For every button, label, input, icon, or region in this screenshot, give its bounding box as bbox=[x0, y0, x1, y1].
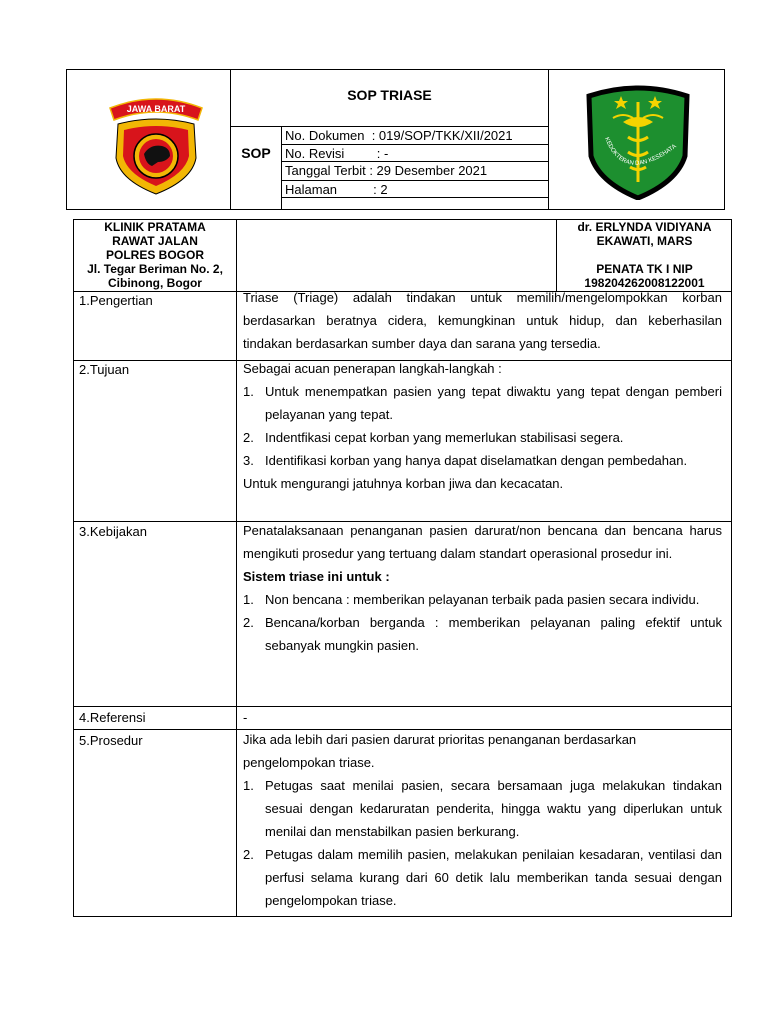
sop-label: SOP bbox=[241, 145, 271, 161]
list-item: 1. Non bencana : memberikan pelayanan terbaik pada pasien secara individu. bbox=[243, 592, 700, 607]
pengertian-text: Triase (Triage) adalah tindakan untuk memilih/mengelompokkan korban berdasarkan beratnya cidera, kemungkinan untuk hidup, dan keberhasilan tindakan berdasarkan sumber daya dan sarana yang tersedia. bbox=[243, 290, 722, 351]
section-content-tujuan bbox=[243, 357, 722, 495]
section-label-tujuan: 2.Tujuan bbox=[79, 362, 130, 377]
section-content-pengertian bbox=[243, 286, 722, 355]
institution-line: Cibinong, Bogor bbox=[108, 276, 202, 290]
section-content-prosedur bbox=[243, 728, 722, 912]
signatory-block bbox=[557, 220, 732, 290]
police-shield-logo bbox=[96, 88, 216, 198]
health-shield-logo bbox=[583, 82, 693, 200]
section-label-kebijakan: 3.Kebijakan bbox=[79, 524, 147, 539]
section-label-pengertian: 1.Pengertian bbox=[79, 293, 153, 308]
section-label-prosedur: 5.Prosedur bbox=[79, 733, 143, 748]
kebijakan-text: Penatalaksanaan penanganan pasien darurat/non bencana dan bencana harus mengikuti prosedur yang tertuang dalam standart operasional prosedur ini. bbox=[243, 523, 722, 561]
signatory-rank: PENATA TK I NIP bbox=[596, 262, 693, 276]
prosedur-intro: Jika ada lebih dari pasien darurat prioritas penanganan berdasarkan pengelompokan triase. bbox=[243, 732, 637, 770]
page-title: SOP TRIASE bbox=[347, 87, 432, 103]
list-item: 2. Indentfikasi cepat korban yang memerlukan stabilisasi segera. bbox=[243, 430, 624, 445]
institution-line: POLRES BOGOR bbox=[105, 248, 204, 262]
left-logo-text: JAWA BARAT bbox=[126, 104, 186, 114]
right-logo-text: KEDOKTERAN DAN KESEHATA bbox=[603, 136, 678, 167]
doc-date: Tanggal Terbit : 29 Desember 2021 bbox=[285, 163, 488, 178]
list-item: 1. Untuk menempatkan pasien yang tepat diwaktu yang tepat dengan pemberi pelayanan yang tepat. bbox=[243, 384, 722, 422]
referensi-text: - bbox=[243, 710, 248, 725]
doc-number: No. Dokumen : 019/SOP/TKK/XII/2021 bbox=[285, 128, 513, 143]
section-content-kebijakan bbox=[243, 519, 722, 657]
doc-revision: No. Revisi : - bbox=[285, 146, 389, 161]
police-shield-icon bbox=[96, 88, 216, 198]
signatory-name: dr. ERLYNDA VIDIYANA bbox=[577, 220, 712, 234]
list-item: 2. Bencana/korban berganda : memberikan pelayanan paling efektif untuk sebanyak mungkin pasien. bbox=[243, 615, 722, 653]
tujuan-closing: Untuk mengurangi jatuhnya korban jiwa dan kecacatan. bbox=[243, 476, 564, 491]
doc-page: Halaman : 2 bbox=[285, 182, 388, 197]
kebijakan-subheading: Sistem triase ini untuk : bbox=[243, 569, 390, 584]
signatory-nip: 198204262008122001 bbox=[584, 276, 705, 290]
list-item: 2. Petugas dalam memilih pasien, melakukan penilaian kesadaran, ventilasi dan perfusi selama kurang dari 60 detik lalu memberikan tanda sesuai dengan pengelompokan triase. bbox=[243, 847, 722, 908]
signatory-name: EKAWATI, MARS bbox=[596, 234, 693, 248]
caduceus-shield-icon bbox=[583, 82, 693, 200]
institution-line: RAWAT JALAN bbox=[112, 234, 198, 248]
institution-line: KLINIK PRATAMA bbox=[104, 220, 206, 234]
institution-block bbox=[74, 220, 236, 290]
list-item: 1. Petugas saat menilai pasien, secara bersamaan juga melakukan tindakan sesuai dengan kedaruratan penderita, hingga waktu yang diperlukan untuk menilai dan menstabilkan pasien berkurang. bbox=[243, 778, 722, 839]
tujuan-intro: Sebagai acuan penerapan langkah-langkah : bbox=[243, 361, 502, 376]
section-label-referensi: 4.Referensi bbox=[79, 710, 146, 725]
list-item: 3. Identifikasi korban yang hanya dapat diselamatkan dengan pembedahan. bbox=[243, 453, 688, 468]
institution-line: Jl. Tegar Beriman No. 2, bbox=[87, 262, 223, 276]
